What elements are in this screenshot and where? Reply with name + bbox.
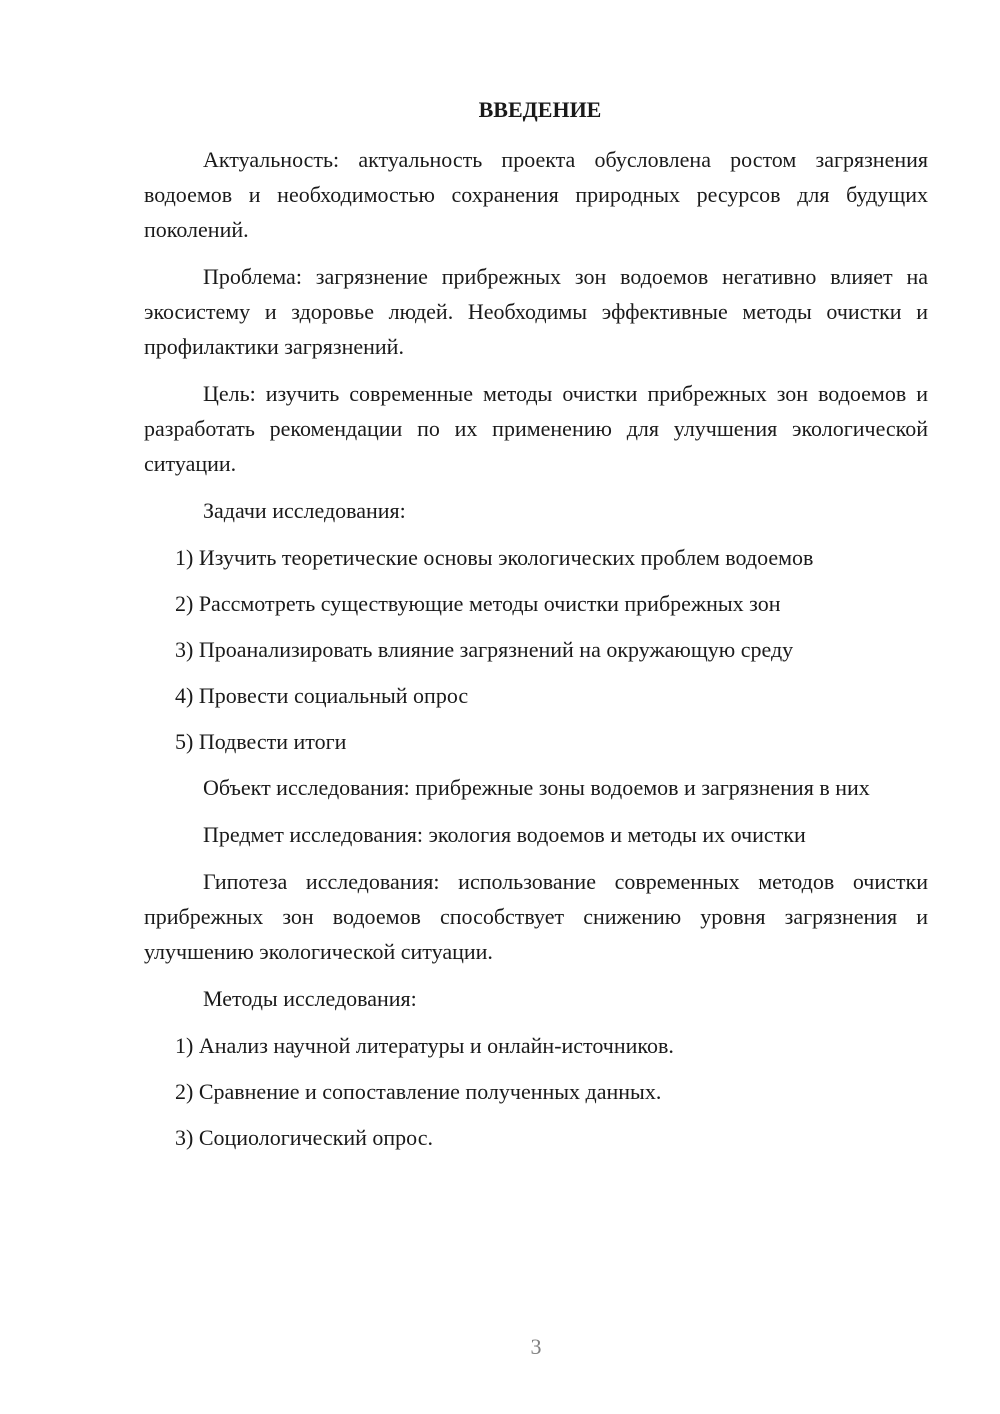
list-item: 2) Сравнение и сопоставление полученных данных. [175, 1079, 662, 1104]
hypothesis-paragraph: Гипотеза исследования: использование современных методов очистки прибрежных зон водоемов способствует снижению уровня загрязнения и улучшению экологической ситуации. [144, 869, 928, 964]
list-item: 3) Проанализировать влияние загрязнений на окружающую среду [175, 637, 794, 662]
methods-list [144, 1028, 928, 1155]
relevance-paragraph: Актуальность: актуальность проекта обусловлена ростом загрязнения водоемов и необходимостью сохранения природных ресурсов для будущих поколений. [144, 147, 928, 242]
goal-paragraph: Цель: изучить современные методы очистки прибрежных зон водоемов и разработать рекомендации по их применению для улучшения экологической ситуации. [144, 381, 928, 476]
list-item: 5) Подвести итоги [175, 729, 347, 754]
list-item: 1) Изучить теоретические основы экологических проблем водоемов [175, 545, 814, 570]
problem-paragraph: Проблема: загрязнение прибрежных зон водоемов негативно влияет на экосистему и здоровье людей. Необходимы эффективные методы очистки и профилактики загрязнений. [144, 264, 928, 359]
object-paragraph: Объект исследования: прибрежные зоны водоемов и загрязнения в них [203, 775, 870, 800]
section-title: ВВЕДЕНИЕ [478, 97, 602, 122]
page-number: 3 [530, 1334, 542, 1359]
list-item: 4) Провести социальный опрос [175, 683, 469, 708]
tasks-heading: Задачи исследования: [203, 498, 406, 523]
list-item: 2) Рассмотреть существующие методы очистки прибрежных зон [175, 591, 781, 616]
list-item: 1) Анализ научной литературы и онлайн-источников. [175, 1033, 674, 1058]
subject-paragraph: Предмет исследования: экология водоемов и методы их очистки [203, 822, 806, 847]
methods-heading: Методы исследования: [203, 986, 417, 1011]
list-item: 3) Социологический опрос. [175, 1125, 433, 1150]
page-content [144, 96, 928, 1166]
tasks-list [144, 540, 928, 759]
